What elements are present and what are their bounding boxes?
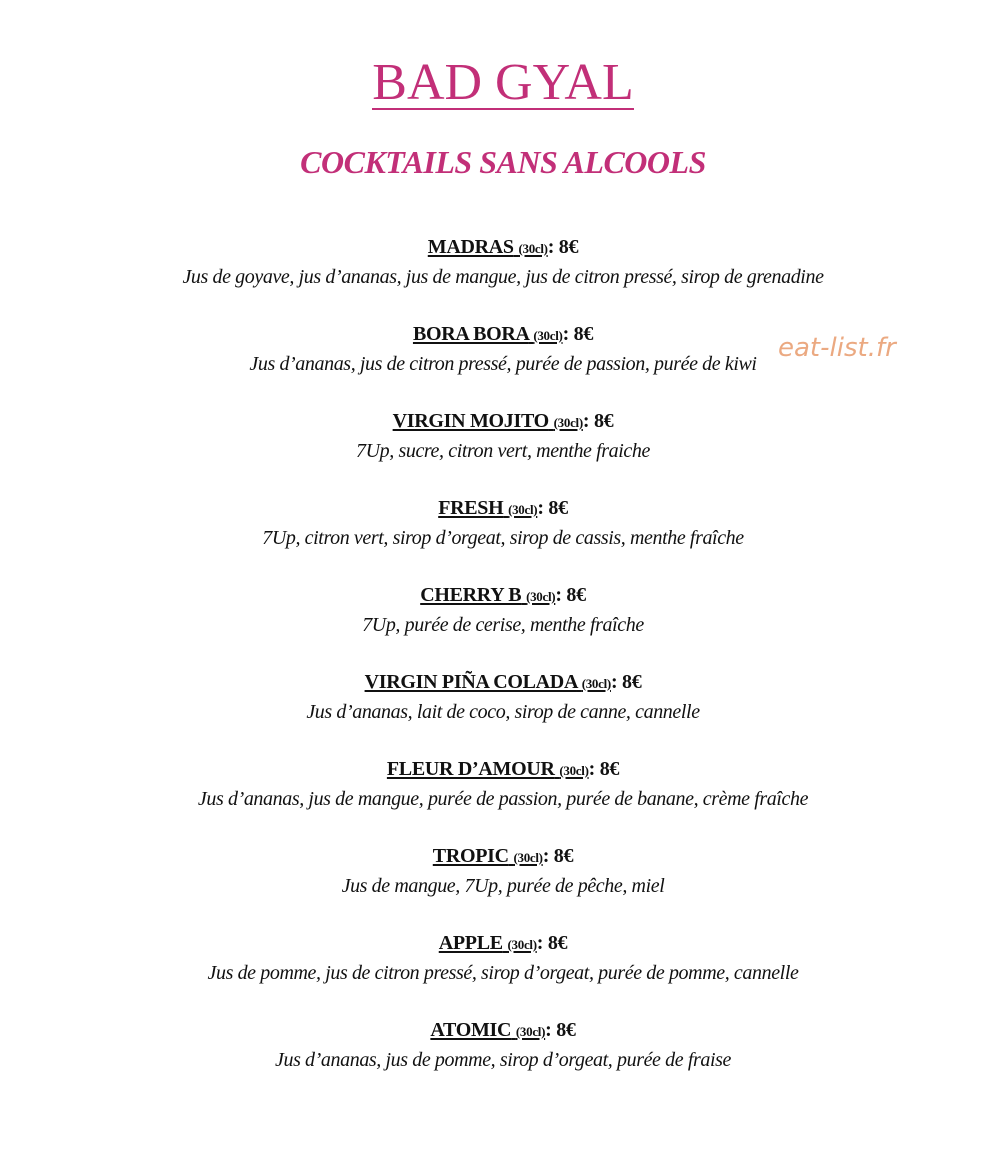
watermark-text: eat-list.fr bbox=[778, 333, 896, 363]
menu-item-size: (30cl) bbox=[533, 328, 563, 343]
menu-item-price: 8€ bbox=[622, 671, 642, 693]
menu-item-size: (30cl) bbox=[513, 850, 543, 865]
menu-item bbox=[0, 1017, 989, 1104]
menu-item-description: Jus d’ananas, jus de pomme, sirop d’orgeat, purée de fraise bbox=[275, 1049, 731, 1071]
menu-item-description: Jus de goyave, jus d’ananas, jus de mangue, jus de citron pressé, sirop de grenadine bbox=[182, 266, 824, 288]
menu-item-price: 8€ bbox=[547, 932, 568, 954]
menu-item-header bbox=[0, 408, 989, 436]
menu-item-price: 8€ bbox=[553, 845, 574, 867]
menu-item-colon: : bbox=[545, 1019, 552, 1041]
menu-item-name-group bbox=[439, 932, 537, 954]
menu-item-colon: : bbox=[610, 671, 618, 693]
menu-item-name-group bbox=[413, 323, 563, 345]
menu-item-name-group bbox=[430, 1019, 545, 1041]
menu-item-price: 8€ bbox=[573, 323, 594, 345]
menu-item-name: ATOMIC bbox=[430, 1019, 512, 1041]
menu-item bbox=[0, 495, 989, 582]
menu-item-header bbox=[0, 234, 989, 262]
menu-item-name: MADRAS bbox=[427, 236, 514, 258]
menu-item-name: TROPIC bbox=[432, 845, 509, 867]
menu-item bbox=[0, 582, 989, 669]
menu-item-name-group bbox=[393, 410, 583, 432]
menu-item-colon: : bbox=[547, 236, 555, 258]
menu-item bbox=[0, 234, 989, 321]
menu-item-name-group bbox=[365, 671, 611, 693]
menu-item-name-group bbox=[438, 497, 537, 519]
menu-item-size: (30cl) bbox=[581, 676, 611, 691]
menu-item-size: (30cl) bbox=[515, 1024, 546, 1039]
menu-item-name: BORA BORA bbox=[412, 323, 529, 345]
menu-item-size: (30cl) bbox=[526, 589, 556, 604]
menu-item-price: 8€ bbox=[556, 1019, 576, 1041]
menu-item-description: 7Up, sucre, citron vert, menthe fraiche bbox=[356, 440, 650, 462]
menu-item-description: Jus d’ananas, jus de citron pressé, purée de passion, purée de kiwi bbox=[249, 353, 757, 375]
menu-item bbox=[0, 669, 989, 756]
menu-item-description: Jus de mangue, 7Up, purée de pêche, miel bbox=[341, 875, 665, 897]
menu-item-list bbox=[0, 234, 989, 1104]
menu-item-name: FRESH bbox=[438, 497, 504, 519]
menu-item bbox=[0, 930, 989, 1017]
menu-item-colon: : bbox=[536, 932, 544, 954]
menu-item-description: Jus d’ananas, lait de coco, sirop de canne, cannelle bbox=[306, 701, 700, 723]
menu-item-description: Jus d’ananas, jus de mangue, purée de passion, purée de banane, crème fraîche bbox=[197, 788, 809, 810]
menu-item-name: VIRGIN MOJITO bbox=[392, 410, 549, 432]
menu-item-price: 8€ bbox=[566, 584, 586, 606]
menu-item-name-group bbox=[420, 584, 555, 606]
menu-item-size: (30cl) bbox=[518, 241, 548, 256]
menu-item-header bbox=[0, 669, 989, 697]
menu-item-header bbox=[0, 495, 989, 523]
menu-item-header bbox=[0, 843, 989, 871]
menu-item-name: CHERRY B bbox=[420, 584, 522, 606]
menu-item-description: 7Up, citron vert, sirop d’orgeat, sirop de cassis, menthe fraîche bbox=[262, 527, 744, 549]
menu-item-name: APPLE bbox=[438, 932, 503, 954]
section-title: COCKTAILS SANS ALCOOLS bbox=[300, 144, 706, 180]
menu-item-colon: : bbox=[562, 323, 569, 345]
menu-item bbox=[0, 843, 989, 930]
restaurant-title bbox=[0, 52, 989, 114]
menu-item-colon: : bbox=[537, 497, 544, 519]
menu-item-header bbox=[0, 930, 989, 958]
menu-item-size: (30cl) bbox=[559, 763, 589, 778]
menu-item-size: (30cl) bbox=[507, 937, 537, 952]
menu-item-header bbox=[0, 756, 989, 784]
menu-item-name: FLEUR D’AMOUR bbox=[386, 758, 555, 780]
menu-item bbox=[0, 408, 989, 495]
menu-item-header bbox=[0, 582, 989, 610]
menu-item-colon: : bbox=[582, 410, 590, 432]
menu-item-price: 8€ bbox=[548, 497, 568, 519]
menu-item-name-group bbox=[428, 236, 548, 258]
menu-item-name-group bbox=[387, 758, 589, 780]
menu-item-price: 8€ bbox=[593, 410, 614, 432]
menu-item-description: 7Up, purée de cerise, menthe fraîche bbox=[362, 614, 644, 636]
menu-item-header bbox=[0, 1017, 989, 1045]
menu-item-name-group bbox=[433, 845, 543, 867]
menu-item-size: (30cl) bbox=[508, 502, 538, 517]
menu-item-colon: : bbox=[588, 758, 595, 780]
menu-item-name: VIRGIN PIÑA COLADA bbox=[364, 671, 577, 693]
menu-item-colon: : bbox=[542, 845, 550, 867]
menu-item bbox=[0, 756, 989, 843]
restaurant-title-text: BAD GYAL bbox=[372, 54, 634, 111]
menu-item-colon: : bbox=[555, 584, 562, 606]
menu-item-price: 8€ bbox=[599, 758, 620, 780]
menu-item-size: (30cl) bbox=[553, 415, 583, 430]
menu-item-price: 8€ bbox=[558, 236, 579, 258]
menu-item-description: Jus de pomme, jus de citron pressé, sirop d’orgeat, purée de pomme, cannelle bbox=[207, 962, 799, 984]
